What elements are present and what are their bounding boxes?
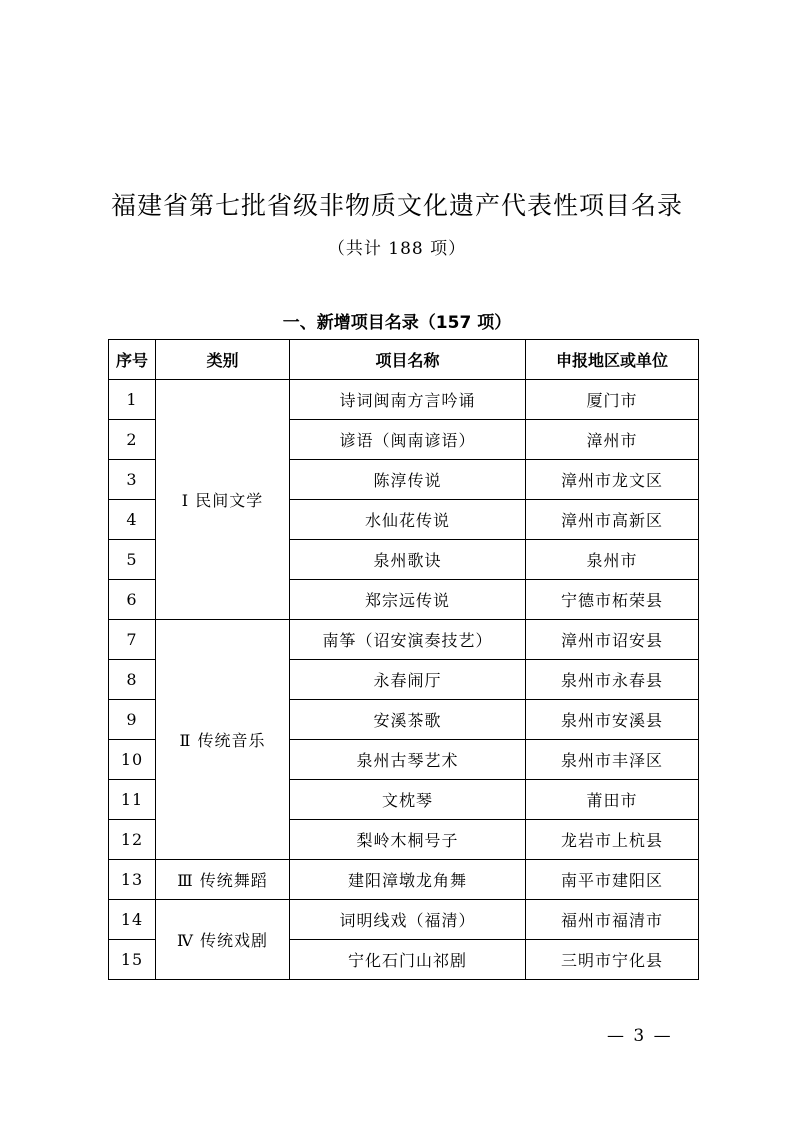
row-region: 三明市宁化县: [526, 940, 699, 980]
category-cell: Ⅳ 传统戏剧: [156, 900, 290, 980]
header-project-name: 项目名称: [290, 340, 526, 380]
row-project-name: 南筝（诏安演奏技艺）: [290, 620, 526, 660]
row-no: 3: [109, 460, 156, 500]
row-no: 2: [109, 420, 156, 460]
row-no: 13: [109, 860, 156, 900]
section-heading: 一、新增项目名录（157 项）: [282, 313, 512, 333]
row-no: 15: [109, 940, 156, 980]
row-region: 泉州市安溪县: [526, 700, 699, 740]
table-row: [109, 900, 699, 940]
row-region: 漳州市诏安县: [526, 620, 699, 660]
row-region: 泉州市永春县: [526, 660, 699, 700]
row-region: 宁德市柘荣县: [526, 580, 699, 620]
row-no: 6: [109, 580, 156, 620]
row-project-name: 建阳漳墩龙角舞: [290, 860, 526, 900]
row-region: 厦门市: [526, 380, 699, 420]
page-number: — 3 —: [607, 1026, 673, 1046]
header-no: 序号: [109, 340, 156, 380]
row-project-name: 文枕琴: [290, 780, 526, 820]
row-region: 漳州市: [526, 420, 699, 460]
row-region: 莆田市: [526, 780, 699, 820]
row-project-name: 安溪茶歌: [290, 700, 526, 740]
row-region: 南平市建阳区: [526, 860, 699, 900]
row-no: 7: [109, 620, 156, 660]
table-row: [109, 620, 699, 660]
row-region: 泉州市: [526, 540, 699, 580]
row-project-name: 诗词闽南方言吟诵: [290, 380, 526, 420]
row-no: 14: [109, 900, 156, 940]
row-no: 8: [109, 660, 156, 700]
row-project-name: 梨岭木桐号子: [290, 820, 526, 860]
header-region: 申报地区或单位: [526, 340, 699, 380]
category-cell: Ⅰ 民间文学: [156, 380, 290, 620]
table-header-row: [109, 340, 699, 380]
row-project-name: 郑宗远传说: [290, 580, 526, 620]
header-category: 类别: [156, 340, 290, 380]
row-project-name: 泉州古琴艺术: [290, 740, 526, 780]
category-cell: Ⅱ 传统音乐: [156, 620, 290, 860]
document-title: 福建省第七批省级非物质文化遗产代表性项目名录: [110, 191, 683, 220]
row-project-name: 词明线戏（福清）: [290, 900, 526, 940]
row-project-name: 永春闹厅: [290, 660, 526, 700]
row-no: 9: [109, 700, 156, 740]
row-region: 福州市福清市: [526, 900, 699, 940]
row-region: 泉州市丰泽区: [526, 740, 699, 780]
category-cell: Ⅲ 传统舞蹈: [156, 860, 290, 900]
row-region: 漳州市高新区: [526, 500, 699, 540]
row-region: 漳州市龙文区: [526, 460, 699, 500]
row-no: 12: [109, 820, 156, 860]
row-no: 11: [109, 780, 156, 820]
row-no: 5: [109, 540, 156, 580]
row-project-name: 水仙花传说: [290, 500, 526, 540]
heritage-table: [108, 339, 699, 980]
row-no: 10: [109, 740, 156, 780]
row-project-name: 谚语（闽南谚语）: [290, 420, 526, 460]
document-subtitle: （共计 188 项）: [327, 239, 467, 259]
row-project-name: 陈淳传说: [290, 460, 526, 500]
row-no: 1: [109, 380, 156, 420]
table-row: [109, 380, 699, 420]
row-region: 龙岩市上杭县: [526, 820, 699, 860]
table-row: [109, 860, 699, 900]
row-project-name: 泉州歌诀: [290, 540, 526, 580]
row-no: 4: [109, 500, 156, 540]
row-project-name: 宁化石门山祁剧: [290, 940, 526, 980]
